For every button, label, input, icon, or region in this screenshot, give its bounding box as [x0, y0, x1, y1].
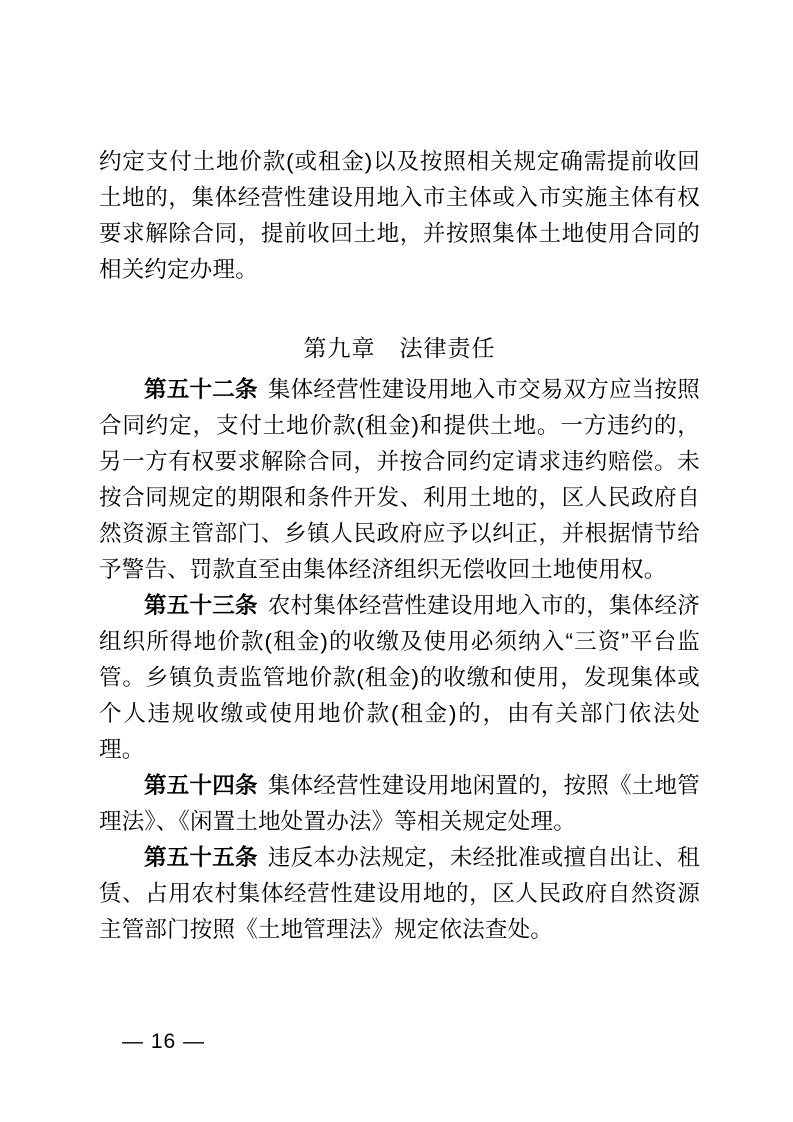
article-54-label: 第五十四条 — [144, 773, 258, 798]
article-52-label: 第五十二条 — [144, 377, 258, 402]
document-body — [99, 144, 700, 948]
article-54 — [99, 768, 700, 840]
chapter-heading: 第九章 法律责任 — [303, 335, 496, 361]
continuation-paragraph: 约定支付土地价款(或租金)以及按照相关规定确需提前收回土地的，集体经营性建设用地入市主体或入市实施主体有权要求解除合同，提前收回土地，并按照集体土地使用合同的相关约定办理。 — [99, 149, 700, 282]
page-number: — 16 — — [122, 1030, 206, 1053]
article-55-text: 违反本办法规定，未经批准或擅自出让、租赁、占用农村集体经营性建设用地的，区人民政府自然资源主管部门按照《土地管理法》规定依法查处。 — [99, 845, 700, 942]
article-53 — [99, 588, 700, 768]
article-55-label: 第五十五条 — [144, 845, 258, 870]
article-52-text: 集体经营性建设用地入市交易双方应当按照合同约定，支付土地价款(租金)和提供土地。一方违约的，另一方有权要求解除合同，并按合同约定请求违约赔偿。未按合同规定的期限和条件开发、利用土地的，区人民政府自然资源主管部门、乡镇人民政府应予以纠正，并根据情节给予警告、罚款直至由集体经济组织无偿收回土地使用权。 — [99, 377, 700, 582]
article-55 — [99, 840, 700, 948]
article-53-label: 第五十三条 — [144, 593, 258, 618]
article-53-text: 农村集体经营性建设用地入市的，集体经济组织所得地价款(租金)的收缴及使用必须纳入“三资”平台监管。乡镇负责监管地价款(租金)的收缴和使用，发现集体或个人违规收缴或使用地价款(租金)的，由有关部门依法处理。 — [99, 593, 700, 762]
article-52 — [99, 372, 700, 588]
article-54-text: 集体经营性建设用地闲置的，按照《土地管理法》、《闲置土地处置办法》等相关规定处理。 — [99, 773, 700, 834]
